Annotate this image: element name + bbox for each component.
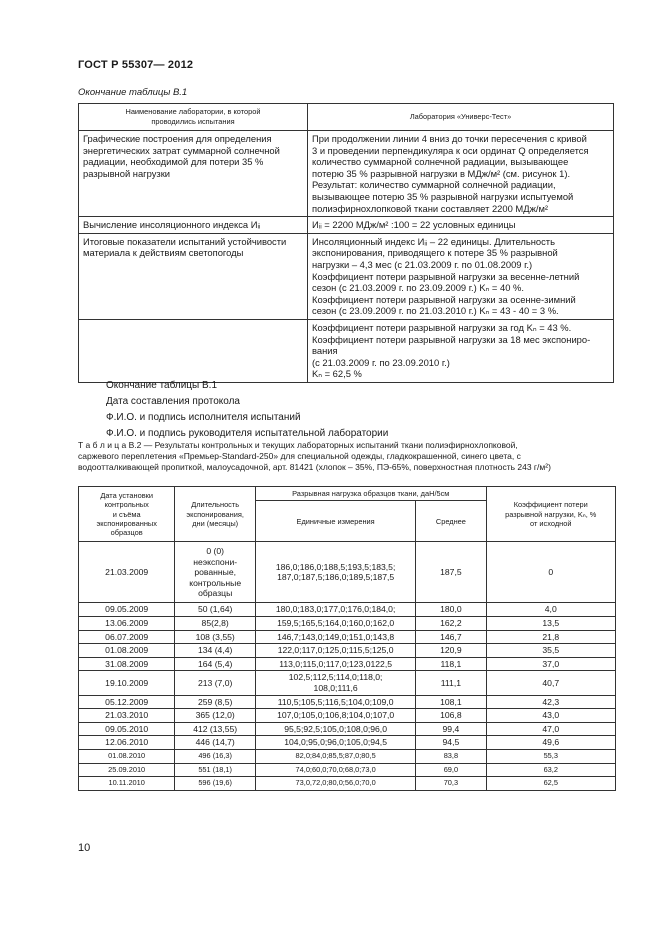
table-b2-caption-line: водоотталкивающей пропиткой, малоусадочной, арт. 81421 (хлопок – 35%, ПЭ-65%, поверхностная плотность 243 г/м²) — [78, 462, 551, 472]
protocol-line: Окончание таблицы В.1 — [106, 380, 218, 391]
cell-line: 102,5;112,5;114,0;118,0; — [288, 672, 383, 683]
cell-line: Вычисление инсоляционного индекса Иᵢᵢ — [83, 219, 261, 231]
table-b2-row — [79, 709, 616, 723]
date-cell: 01.08.2010 — [79, 749, 175, 763]
table-b2-body — [79, 542, 616, 790]
cell-line: разрывной нагрузки — [83, 167, 171, 179]
cell-line: 496 (16,3) — [198, 750, 233, 760]
coef-cell: 40,7 — [486, 671, 615, 695]
table-b2-row — [79, 736, 616, 750]
coef-cell: 35,5 — [486, 644, 615, 658]
table-b1-row — [79, 131, 614, 217]
duration-cell — [175, 617, 256, 631]
average-cell: 94,5 — [416, 736, 486, 750]
cell-line: 213 (7,0) — [197, 677, 233, 688]
date-cell: 10.11.2010 — [79, 777, 175, 791]
table-b2-row — [79, 695, 616, 709]
header-line: и съёма — [112, 509, 141, 519]
table-b1-col2-header: Лаборатория «Универс-Тест» — [308, 104, 614, 131]
single-measurements-cell — [255, 644, 415, 658]
cell-line: (с 21.03.2009 г. по 23.09.2010 г.) — [312, 356, 450, 368]
table-b2-row — [79, 603, 616, 617]
table-b2-row — [79, 657, 616, 671]
cell-line: Инсоляционный индекс Иᵢᵢ – 22 единицы. Длительность — [312, 235, 555, 247]
single-measurements-cell — [255, 749, 415, 763]
average-cell: 106,8 — [416, 709, 486, 723]
date-cell: 19.10.2009 — [79, 671, 175, 695]
date-cell: 21.03.2009 — [79, 542, 175, 603]
average-cell: 70,3 — [416, 777, 486, 791]
average-cell: 187,5 — [416, 542, 486, 603]
average-cell: 162,2 — [416, 617, 486, 631]
table-b1-col1-header — [79, 104, 308, 131]
col1-header-line: Наименование лаборатории, в которой — [125, 107, 261, 116]
cell-line: 186,0;186,0;188,5;193,5;183,5; — [275, 561, 396, 572]
table-b1-cell-parameter — [79, 319, 308, 382]
cell-line: 0 (0) — [206, 545, 224, 556]
table-b1-cell-result — [308, 131, 614, 217]
duration-column-header — [175, 487, 256, 542]
cell-line: 85(2,8) — [201, 618, 229, 628]
single-measurements-cell — [255, 542, 415, 603]
date-cell: 09.05.2009 — [79, 603, 175, 617]
coef-cell: 21,8 — [486, 630, 615, 644]
cell-line: 446 (14,7) — [195, 737, 235, 748]
single-measurements-cell — [255, 617, 415, 631]
header-line: разрывной нагрузки, Kₙ, % — [505, 509, 597, 519]
cell-line: 50 (1,64) — [197, 604, 233, 615]
cell-line: 110,5;105,5;116,5;104,0;109,0 — [277, 696, 394, 707]
cell-line: сезон (с 23.09.2009 г. по 21.03.2010 г.) Kₙ = 43 - 40 = 3 %. — [312, 305, 559, 317]
coef-cell: 37,0 — [486, 657, 615, 671]
single-measurements-cell — [255, 722, 415, 736]
duration-cell — [175, 630, 256, 644]
cell-line: потерю 35 % разрывной нагрузки в МДж/м² (см. рисунок 1). — [312, 167, 571, 179]
standard-header: ГОСТ Р 55307— 2012 — [78, 59, 194, 71]
table-b1-header-row — [79, 104, 614, 131]
cell-line: 187,0;187,5;186,0;189,5;187,5 — [277, 572, 395, 583]
single-measurements-cell — [255, 657, 415, 671]
load-group-header: Разрывная нагрузка образцов ткани, даН/5см — [255, 487, 486, 501]
cell-line: экспонирования, приводящего к потере 35 % разрывной — [312, 247, 558, 259]
table-b1-cell-result — [308, 319, 614, 382]
table-b1-cell-parameter — [79, 131, 308, 217]
coef-cell: 62,5 — [486, 777, 615, 791]
average-cell: 180,0 — [416, 603, 486, 617]
header-line: от исходной — [530, 518, 572, 528]
date-cell: 09.05.2010 — [79, 722, 175, 736]
cell-line: 122,0;117,0;125,0;115,5;125,0 — [277, 645, 394, 656]
date-cell: 25.09.2010 — [79, 763, 175, 777]
cell-line: нагрузки – 4,3 мес (с 21.03.2009 г. по 01.08.2009 г.) — [312, 258, 533, 270]
average-cell: 99,4 — [416, 722, 486, 736]
table-b2-row — [79, 542, 616, 603]
single-measurements-cell — [255, 777, 415, 791]
header-line: контрольных — [104, 500, 149, 510]
table-b1-row — [79, 217, 614, 234]
table-b2-caption-line: саржевого переплетения «Премьер-Standard-250» для специальной одежды, гладкокрашенной, синего цвета, с — [78, 451, 521, 461]
cell-line: неэкспони- — [193, 556, 238, 567]
average-cell: 118,1 — [416, 657, 486, 671]
duration-cell — [175, 709, 256, 723]
average-cell: 120,9 — [416, 644, 486, 658]
coef-cell: 55,3 — [486, 749, 615, 763]
table-b2-header-row — [79, 487, 616, 501]
single-measurements-cell — [255, 671, 415, 695]
duration-cell — [175, 695, 256, 709]
single-measurements-cell — [255, 709, 415, 723]
date-column-header — [79, 487, 175, 542]
cell-line: Коэффициент потери разрывной нагрузки за весенне-летний — [312, 270, 580, 282]
date-cell: 12.06.2010 — [79, 736, 175, 750]
cell-line: Результат: количество суммарной солнечной радиации, — [312, 179, 556, 191]
table-b2-row — [79, 644, 616, 658]
cell-line: 74,0;60,0;70,0;68,0;73,0 — [295, 764, 376, 774]
cell-line: 82,0;84,0;85,5;87,0;80,5 — [295, 750, 376, 760]
cell-line: 596 (19,6) — [198, 778, 233, 788]
duration-cell — [175, 736, 256, 750]
table-b2-row — [79, 777, 616, 791]
protocol-line: Ф.И.О. и подпись руководителя испытательной лаборатории — [106, 428, 389, 439]
header-line: Длительность — [191, 500, 240, 510]
table-b2 — [78, 486, 616, 791]
header-line: образцов — [110, 528, 143, 538]
date-cell: 31.08.2009 — [79, 657, 175, 671]
date-cell: 01.08.2009 — [79, 644, 175, 658]
single-measurements-cell — [255, 603, 415, 617]
table-b1-cell-result — [308, 233, 614, 319]
cell-line: 365 (12,0) — [195, 710, 235, 721]
single-measurements-cell — [255, 736, 415, 750]
average-cell: 83,8 — [416, 749, 486, 763]
table-b2-row — [79, 763, 616, 777]
table-b2-row — [79, 671, 616, 695]
single-measurements-cell — [255, 630, 415, 644]
average-cell: 111,1 — [416, 671, 486, 695]
cell-line: Коэффициент потери разрывной нагрузки за 18 мес экспониро- — [312, 333, 591, 345]
table-b1-row — [79, 319, 614, 382]
cell-line: 108 (3,55) — [195, 631, 235, 642]
protocol-line: Дата составления протокола — [106, 396, 240, 407]
cell-line: контрольные — [189, 577, 242, 588]
duration-cell — [175, 644, 256, 658]
duration-cell — [175, 657, 256, 671]
cell-line: образцы — [198, 588, 233, 599]
coef-cell: 4,0 — [486, 603, 615, 617]
cell-line: Коэффициент потери разрывной нагрузки за осенне-зимний — [312, 293, 576, 305]
table-b2-row — [79, 722, 616, 736]
coef-cell: 63,2 — [486, 763, 615, 777]
cell-line: вызывающее потерю 35 % разрывной нагрузки испытуемой — [312, 190, 574, 202]
cell-line: 180,0;183,0;177,0;176,0;184,0; — [275, 604, 396, 615]
cell-line: 108,0;111,6 — [313, 682, 358, 693]
page-number: 10 — [78, 842, 91, 854]
coef-cell: 42,3 — [486, 695, 615, 709]
duration-cell — [175, 542, 256, 603]
average-cell: 108,1 — [416, 695, 486, 709]
cell-line: 104,0;95,0;96,0;105,0;94,5 — [284, 737, 387, 748]
cell-line: 107,0;105,0;106,8;104,0;107,0 — [277, 710, 395, 721]
cell-line: сезон (с 21.03.2009 г. по 23.09.2009 г.) Kₙ = 40 %. — [312, 282, 524, 294]
cell-line: 412 (13,55) — [193, 723, 238, 734]
coef-cell: 47,0 — [486, 722, 615, 736]
cell-line: 146,7;143,0;149,0;151,0;143,8 — [277, 631, 395, 642]
cell-line: 113,0;115,0;117,0;123,0122,5 — [279, 658, 392, 669]
coef-cell: 43,0 — [486, 709, 615, 723]
col1-header-line: проводились испытания — [151, 117, 235, 126]
date-cell: 21.03.2010 — [79, 709, 175, 723]
header-line: Коэффициент потери — [513, 500, 588, 510]
cell-line: радиации, необходимой для потери 35 % — [83, 156, 264, 168]
cell-line: 3 и проведении перпендикуляра к оси ординат Q определяется — [312, 144, 589, 156]
coef-column-header — [486, 487, 615, 542]
cell-line: 259 (8,5) — [197, 696, 233, 707]
table-b1-cell-parameter — [79, 217, 308, 234]
header-line: экспонирования, — [186, 509, 244, 519]
coef-cell: 13,5 — [486, 617, 615, 631]
cell-line: Итоговые показатели испытаний устойчивости — [83, 235, 287, 247]
header-line: экспонированных — [96, 518, 157, 528]
table-b2-caption — [78, 440, 616, 473]
table-b2-row — [79, 749, 616, 763]
cell-line: Иᵢᵢ = 2200 МДж/м² :100 = 22 условных единицы — [312, 219, 516, 231]
cell-line: материала к действиям светопогоды — [83, 247, 244, 259]
header-line: Дата установки — [100, 490, 153, 500]
duration-cell — [175, 763, 256, 777]
cell-line: рованные, — [194, 567, 236, 578]
average-cell: 146,7 — [416, 630, 486, 644]
cell-line: Графические построения для определения — [83, 133, 272, 144]
table-b2-row — [79, 630, 616, 644]
coef-cell: 49,6 — [486, 736, 615, 750]
cell-line: Kₙ = 62,5 % — [312, 368, 362, 380]
date-cell: 05.12.2009 — [79, 695, 175, 709]
header-line: дни (месяцы) — [192, 518, 239, 528]
protocol-line: Ф.И.О. и подпись исполнителя испытаний — [106, 412, 301, 423]
duration-cell — [175, 603, 256, 617]
table-b1-body — [79, 131, 614, 383]
cell-line: энергетических затрат суммарной солнечной — [83, 144, 280, 156]
single-measurements-cell — [255, 695, 415, 709]
duration-cell — [175, 671, 256, 695]
coef-cell: 0 — [486, 542, 615, 603]
average-header: Среднее — [416, 501, 486, 542]
table-b1-row — [79, 233, 614, 319]
duration-cell — [175, 722, 256, 736]
table-b1-cell-result — [308, 217, 614, 234]
table-b2-row — [79, 617, 616, 631]
cell-line: 164 (5,4) — [197, 658, 233, 669]
cell-line: 551 (18,1) — [198, 764, 233, 774]
date-cell: 06.07.2009 — [79, 630, 175, 644]
cell-line: 159,5;165,5;164,0;160,0;162,0 — [277, 618, 395, 628]
cell-line: 73,0,72,0;80,0;56,0;70,0 — [295, 778, 376, 788]
duration-cell — [175, 749, 256, 763]
duration-cell — [175, 777, 256, 791]
cell-line: 95,5;92,5;105,0;108,0;96,0 — [284, 723, 387, 734]
table-b1 — [78, 103, 614, 383]
cell-line: полиэфирнохлопковой ткани составляет 2200 МДж/м² — [312, 202, 549, 214]
cell-line: При продолжении линии 4 вниз до точки пересечения с кривой — [312, 133, 587, 144]
cell-line: 134 (4,4) — [197, 645, 233, 656]
table-b1-caption: Окончание таблицы В.1 — [78, 87, 188, 98]
protocol-block — [106, 378, 388, 442]
cell-line: вания — [312, 345, 338, 357]
date-cell: 13.06.2009 — [79, 617, 175, 631]
cell-line: Коэффициент потери разрывной нагрузки за год Kₙ = 43 %. — [312, 321, 572, 333]
table-b2-caption-line: Т а б л и ц а В.2 — Результаты контрольных и текущих лабораторных испытаний ткани полиэфирнохлопковой, — [78, 440, 518, 450]
cell-line: количество суммарной солнечной радиации, вызывающее — [312, 156, 569, 168]
average-cell: 69,0 — [416, 763, 486, 777]
single-measurements-cell — [255, 763, 415, 777]
single-measurements-header: Единичные измерения — [255, 501, 415, 542]
table-b1-cell-parameter — [79, 233, 308, 319]
